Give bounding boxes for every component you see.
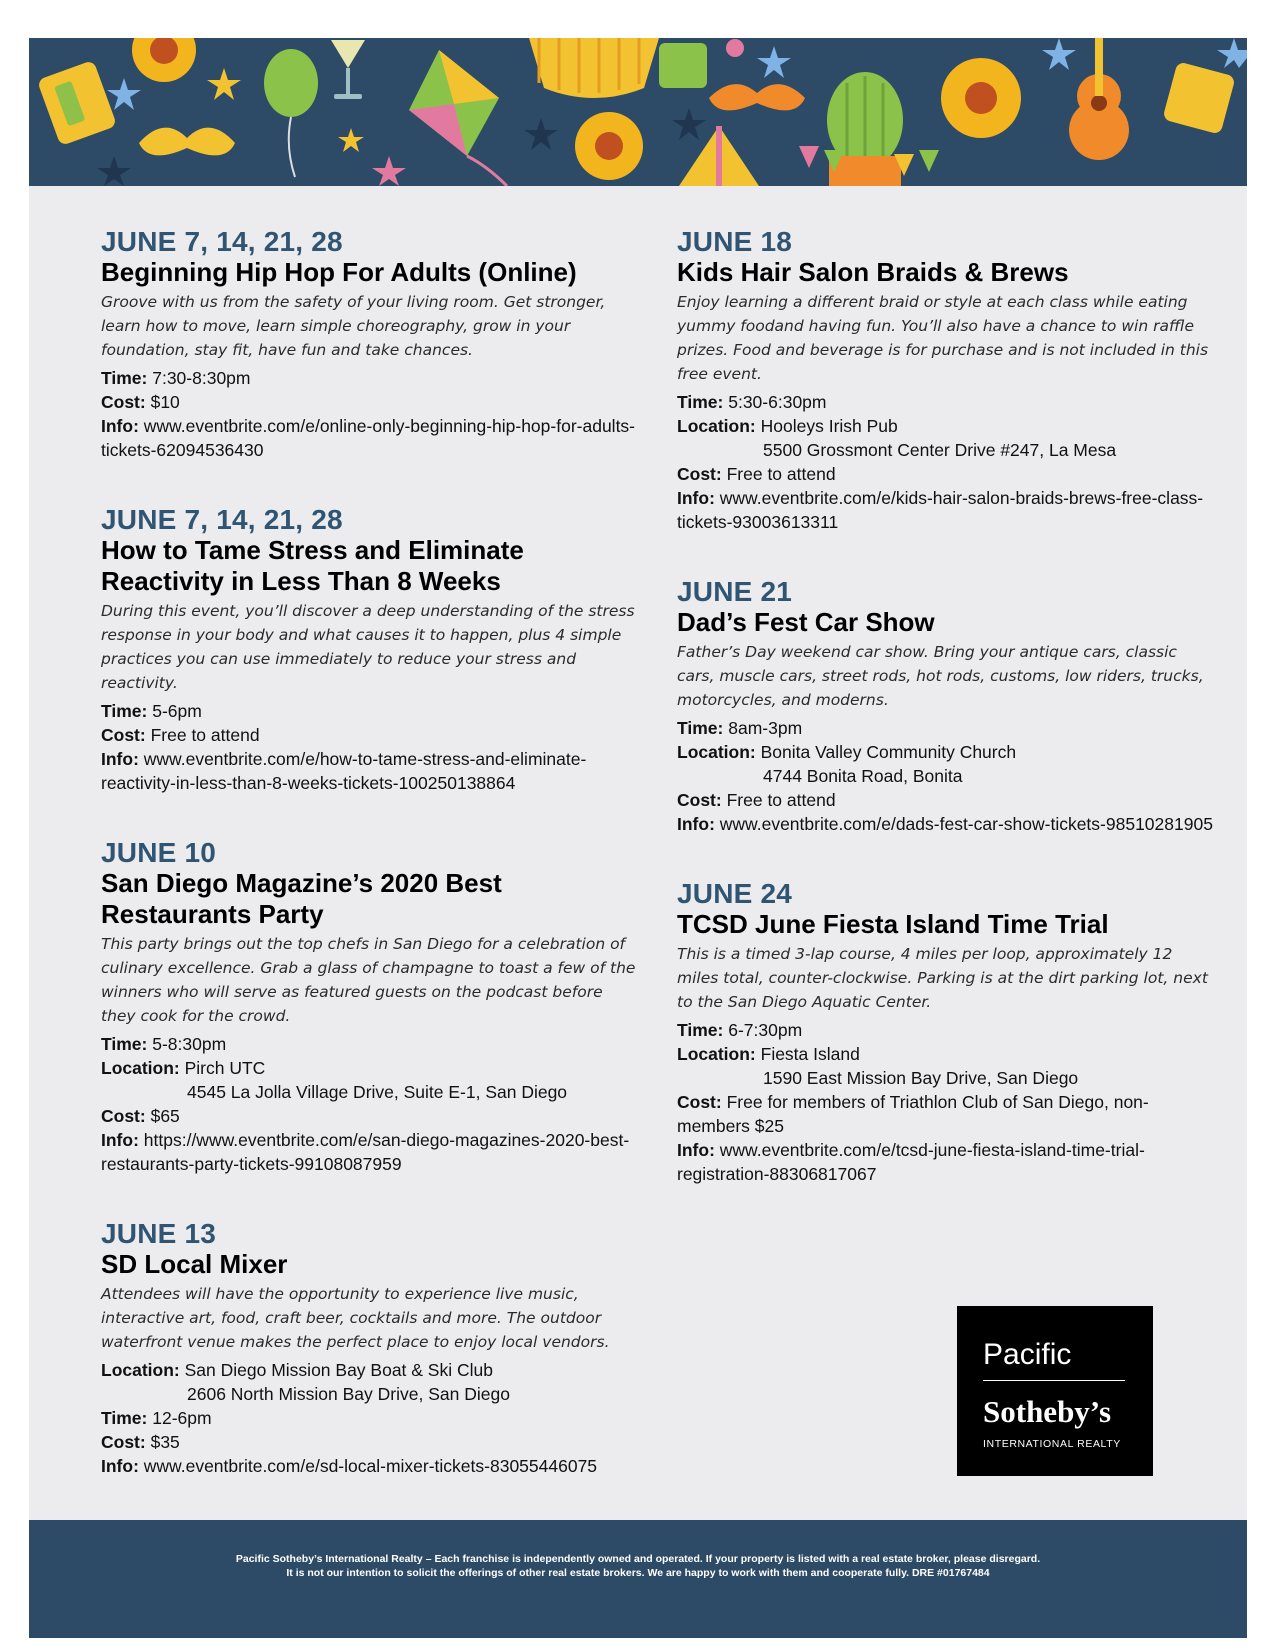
event-address: 2606 North Mission Bay Drive, San Diego [187, 1384, 510, 1404]
festive-banner [29, 38, 1247, 186]
event-info-link[interactable]: https://www.eventbrite.com/e/san-diego-magazines-2020-best-restaurants-party-tickets-99108087959 [101, 1130, 630, 1174]
footer-disclaimer [29, 1520, 1247, 1638]
event-time: Time: 5-6pm [101, 701, 202, 721]
event-time: Time: 12-6pm [101, 1408, 212, 1428]
event-title: TCSD June Fiesta Island Time Trial [677, 909, 1109, 939]
event-info: Info: www.eventbrite.com/e/online-only-beginning-hip-hop-for-adults-tickets-62094536430 [101, 416, 636, 460]
event-time: Time: 7:30-8:30pm [101, 368, 251, 388]
event-sd-local-mixer [101, 1218, 641, 1478]
event-best-restaurants [101, 837, 641, 1176]
sunflower-icon-3 [941, 58, 1021, 138]
event-info: Info: www.eventbrite.com/e/kids-hair-salon-braids-brews-free-class-tickets-93003613311 [677, 488, 1204, 532]
event-info: Info: www.eventbrite.com/e/tcsd-june-fiesta-island-time-trial-registration-88306817067 [677, 1140, 1145, 1184]
event-title: Dad’s Fest Car Show [677, 607, 935, 637]
right-column [677, 226, 1217, 1228]
event-description: Attendees will have the opportunity to experience live music, interactive art, food, craft beer, cocktails and more. The outdoor waterfront venue makes the perfect place to enjoy local vendors. [101, 1285, 610, 1351]
sunflower-icon-2 [575, 112, 643, 180]
logo-line-realty: INTERNATIONAL REALTY [983, 1438, 1121, 1450]
event-location: Location: Bonita Valley Community Church [677, 742, 1017, 762]
event-description: Father’s Day weekend car show. Bring your antique cars, classic cars, muscle cars, street rods, hot rods, customs, low riders, trucks, motorcycles, and moderns. [677, 643, 1204, 709]
pacific-sothebys-logo [957, 1306, 1153, 1476]
event-cost: Cost: Free to attend [677, 790, 836, 810]
event-time: Time: 5-8:30pm [101, 1034, 227, 1054]
event-info-link[interactable]: www.eventbrite.com/e/online-only-beginning-hip-hop-for-adults-tickets-62094536430 [101, 416, 636, 460]
event-tcsd-time-trial [677, 878, 1217, 1186]
event-address: 5500 Grossmont Center Drive #247, La Mesa [763, 440, 1117, 460]
event-date: JUNE 24 [677, 878, 793, 909]
event-date: JUNE 21 [677, 576, 793, 607]
event-date: JUNE 18 [677, 226, 793, 257]
event-date: JUNE 7, 14, 21, 28 [101, 504, 343, 535]
event-info: Info: https://www.eventbrite.com/e/san-diego-magazines-2020-best-restaurants-party-tickets-99108087959 [101, 1130, 630, 1174]
event-address: 4744 Bonita Road, Bonita [763, 766, 963, 786]
event-tame-stress [101, 504, 641, 795]
event-location: Location: San Diego Mission Bay Boat & Ski Club [101, 1360, 493, 1380]
event-description: This party brings out the top chefs in San Diego for a celebration of culinary excellence. Grab a glass of champagne to toast a few of the winners who will serve as featured guests on the podcast before they cook for the crowd. [101, 935, 636, 1025]
accordion-icon-2 [659, 43, 707, 88]
event-description: Groove with us from the safety of your living room. Get stronger, learn how to move, learn simple choreography, grow in your foundation, stay fit, have fun and take chances. [101, 293, 606, 359]
event-cost: Cost: Free for members of Triathlon Club of San Diego, non-members $25 [677, 1092, 1149, 1136]
event-info-link[interactable]: www.eventbrite.com/e/dads-fest-car-show-tickets-98510281905 [719, 814, 1213, 834]
event-title: Kids Hair Salon Braids & Brews [677, 257, 1069, 287]
event-location: Location: Hooleys Irish Pub [677, 416, 898, 436]
event-date: JUNE 7, 14, 21, 28 [101, 226, 343, 257]
footer-line-1: Pacific Sotheby’s International Realty – Each franchise is independently owned and operated. If your property is listed with a real estate broker, please disregard. [235, 1553, 1041, 1565]
event-cost: Cost: $65 [101, 1106, 180, 1126]
event-time: Time: 8am-3pm [677, 718, 803, 738]
cactus-icon [827, 72, 903, 186]
event-kids-hair-salon [677, 226, 1217, 534]
event-info-link[interactable]: www.eventbrite.com/e/sd-local-mixer-tickets-83055446075 [143, 1456, 598, 1476]
event-info-link[interactable]: www.eventbrite.com/e/tcsd-june-fiesta-island-time-trial-registration-88306817067 [677, 1140, 1145, 1184]
event-cost: Cost: Free to attend [677, 464, 836, 484]
event-location: Location: Fiesta Island [677, 1044, 860, 1064]
logo-divider [983, 1380, 1125, 1381]
event-location: Location: Pirch UTC [101, 1058, 266, 1078]
event-time: Time: 6-7:30pm [677, 1020, 803, 1040]
left-column [101, 226, 641, 1520]
event-info-link[interactable]: www.eventbrite.com/e/kids-hair-salon-braids-brews-free-class-tickets-93003613311 [677, 488, 1204, 532]
event-info: Info: www.eventbrite.com/e/dads-fest-car-show-tickets-98510281905 [677, 814, 1213, 834]
logo-line-sothebys: Sotheby’s [983, 1394, 1112, 1429]
event-description: This is a timed 3-lap course, 4 miles per loop, approximately 12 miles total, counter-clockwise. Parking is at the dirt parking lot, next to the San Diego Aquatic Center. [677, 945, 1208, 1011]
event-hip-hop [101, 226, 641, 462]
footer-line-2: It is not our intention to solicit the offerings of other real estate brokers. We are happy to work with them and cooperate fully. DRE #01767484 [286, 1567, 990, 1579]
event-title: San Diego Magazine’s 2020 Best Restaurants Party [101, 868, 502, 929]
event-time: Time: 5:30-6:30pm [677, 392, 827, 412]
event-title: How to Tame Stress and Eliminate Reactivity in Less Than 8 Weeks [101, 535, 524, 596]
event-title: SD Local Mixer [101, 1249, 288, 1279]
event-info: Info: www.eventbrite.com/e/sd-local-mixer-tickets-83055446075 [101, 1456, 598, 1476]
event-description: During this event, you’ll discover a deep understanding of the stress response in your body and what causes it to happen, plus 4 simple practices you can use immediately to reduce your stress and reactivity. [101, 602, 635, 692]
event-info: Info: www.eventbrite.com/e/how-to-tame-stress-and-eliminate-reactivity-in-less-than-8-weeks-tickets-100250138864 [101, 749, 587, 793]
event-cost: Cost: Free to attend [101, 725, 260, 745]
event-dads-fest [677, 576, 1217, 836]
flyer-page [29, 38, 1247, 1638]
event-address: 1590 East Mission Bay Drive, San Diego [763, 1068, 1079, 1088]
logo-line-pacific: Pacific [983, 1338, 1072, 1371]
event-address: 4545 La Jolla Village Drive, Suite E-1, San Diego [187, 1082, 568, 1102]
event-description: Enjoy learning a different braid or style at each class while eating yummy foodand having fun. You’ll also have a chance to win raffle prizes. Food and beverage is for purchase and is not included in this free event. [677, 293, 1209, 383]
fiesta-illustration [29, 38, 1247, 186]
event-date: JUNE 13 [101, 1218, 217, 1249]
event-date: JUNE 10 [101, 837, 217, 868]
event-info-link[interactable]: www.eventbrite.com/e/how-to-tame-stress-and-eliminate-reactivity-in-less-than-8-weeks-tickets-100250138864 [101, 749, 587, 793]
event-cost: Cost: $35 [101, 1432, 180, 1452]
event-cost: Cost: $10 [101, 392, 180, 412]
event-title: Beginning Hip Hop For Adults (Online) [101, 257, 577, 287]
